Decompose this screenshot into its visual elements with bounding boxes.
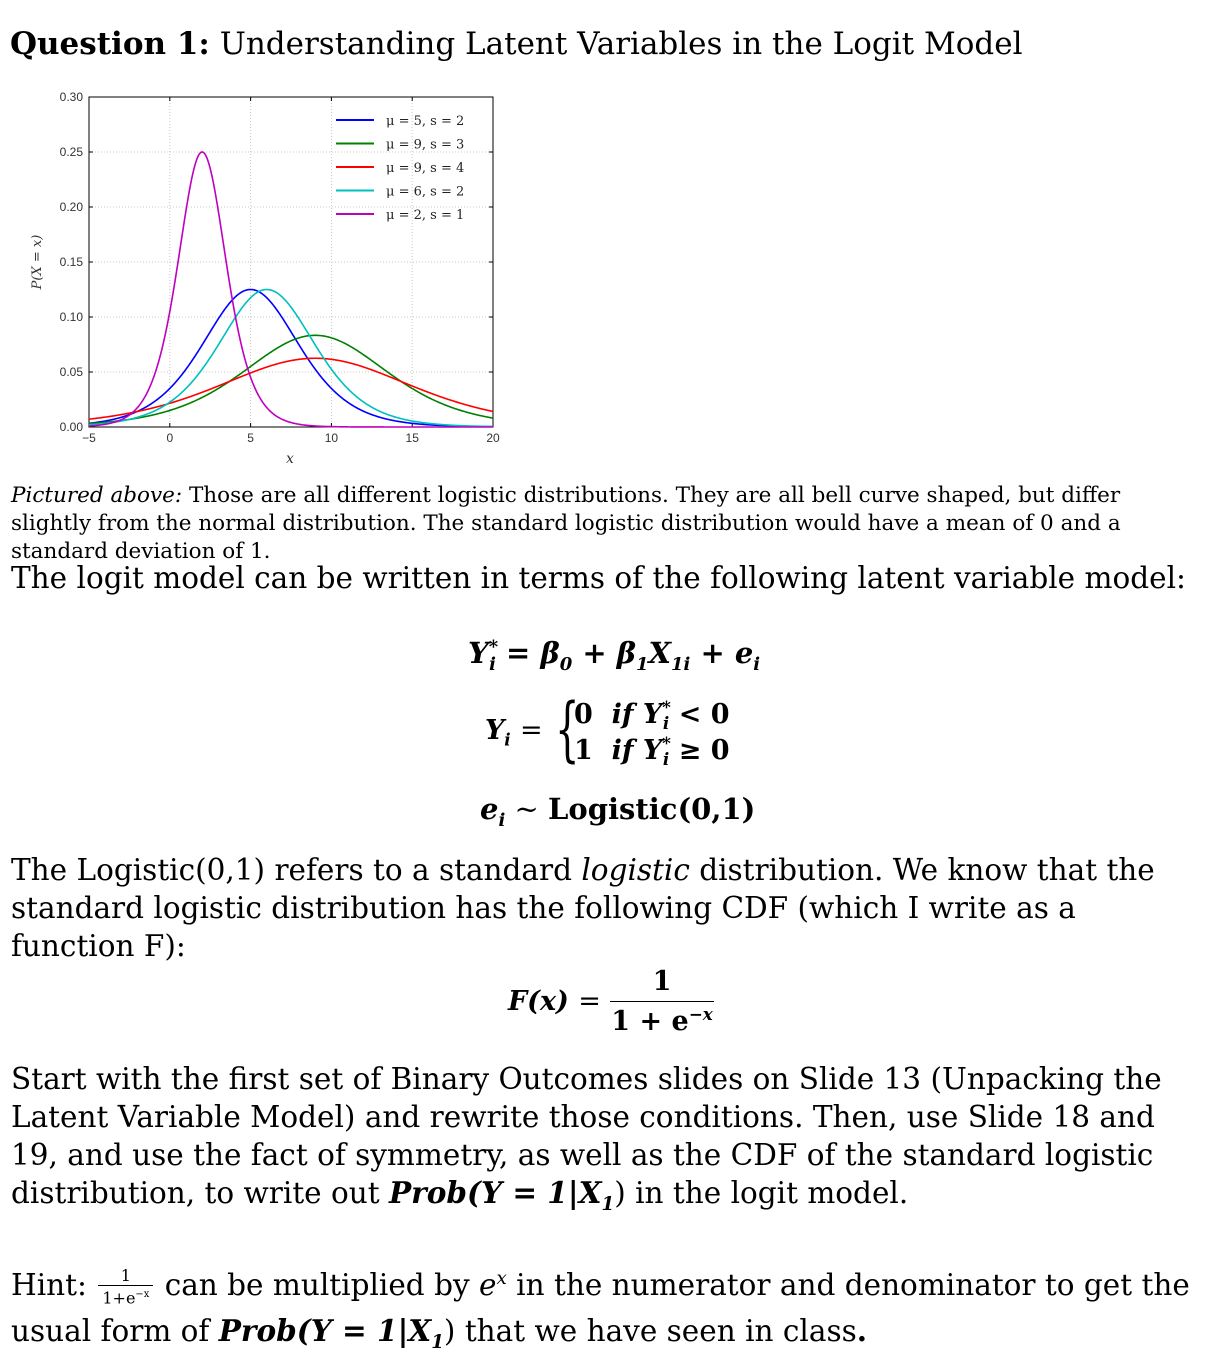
case1-condition: if Y (611, 735, 663, 766)
hint-mid: can be multiplied by (155, 1267, 479, 1302)
series-line (89, 290, 493, 427)
eq1-plus: + β (572, 636, 636, 670)
hint-prob-close: ) (443, 1313, 456, 1348)
cdf-lhs-text: F(x) (508, 986, 569, 1017)
hint-fraction (98, 1267, 153, 1307)
x-tick-label: 0 (166, 431, 174, 445)
hint-paragraph (11, 1256, 1201, 1366)
case0-value: 0 (574, 699, 593, 730)
caption-lead: Pictured above: (11, 483, 183, 508)
case1-value: 1 (574, 735, 593, 766)
cdf-exponent: −x (688, 1004, 713, 1024)
y-tick-label: 0.20 (59, 200, 83, 214)
observed-equation-lhs: $Y_i$ = (485, 715, 543, 750)
hint-prob: Prob (218, 1312, 297, 1348)
y-tick-label: 0.05 (59, 365, 83, 379)
y-tick-label: 0.00 (59, 420, 83, 434)
hint-e: e (479, 1267, 497, 1302)
instructions-prob-args: (Y = 1|X (467, 1175, 602, 1210)
case0-condition: if Y (611, 699, 663, 730)
question-number: Question 1: (10, 26, 210, 62)
cdf-equals: = (578, 986, 601, 1017)
legend-label: μ = 6, s = 2 (386, 184, 465, 200)
error-distribution: $e_i$ ~ Logistic(0,1) (480, 792, 756, 831)
x-tick-label: 10 (324, 431, 339, 445)
series-line (89, 335, 493, 423)
instructions-prob: Prob (389, 1175, 468, 1210)
cases-brace: { (555, 688, 580, 770)
series-line (89, 290, 493, 427)
hint-frac-numerator: 1 (98, 1267, 153, 1286)
cdf-fraction (610, 966, 714, 1037)
legend-label: μ = 2, s = 1 (386, 208, 465, 223)
eq3-tilde: ~ (514, 792, 539, 826)
x-axis-label: x (286, 451, 294, 467)
x-tick-label: 5 (247, 431, 254, 445)
eq1-tail: + e (690, 636, 754, 670)
eq1-sub0: 0 (559, 653, 573, 675)
hint-tail: that we have seen in class (455, 1313, 857, 1348)
chart-legend (336, 114, 464, 223)
hint-mid2: in the numerator and denominator to get the usual form of (11, 1267, 1190, 1348)
cdf-denominator: 1 + e (611, 1006, 689, 1037)
instructions-text: Start with the first set of Binary Outcomes slides on Slide 13 (Unpacking the Latent Variable Model) and rewrite those conditions. Then, use Slide 18 and 19, and use the fact of symmetry, as well as the CDF of the standard logistic distribution, to write out (11, 1062, 1162, 1210)
case1-ineq: ≥ 0 (678, 735, 730, 766)
cdf-paragraph-pre: The Logistic(0,1) refers to a standard (11, 853, 582, 887)
legend-label: μ = 9, s = 4 (386, 161, 465, 176)
instructions-prob-sub: 1 (601, 1193, 615, 1215)
eq1-sub1: 1 (635, 653, 649, 675)
y-tick-label: 0.30 (59, 90, 83, 104)
legend-label: μ = 9, s = 3 (386, 137, 465, 153)
x-tick-label: 15 (405, 431, 419, 445)
eq3-lhs: e (480, 792, 499, 826)
hint-e-exponent: x (496, 1268, 507, 1289)
case-one: 1 if $Y^*_i \ge 0$ (574, 733, 730, 770)
legend-label: μ = 5, s = 2 (386, 114, 465, 129)
eq1-sub1i: 1i (671, 653, 691, 675)
hint-prob-sub: 1 (431, 1331, 444, 1353)
cdf-paragraph-italic: logistic (581, 853, 690, 887)
cdf-paragraph (11, 851, 1201, 965)
x-tick-label: 20 (486, 431, 500, 445)
instructions-prob-close: ) (614, 1176, 626, 1210)
question-title-text: Understanding Latent Variables in the Logit Model (219, 26, 1023, 62)
case0-ineq: < 0 (678, 699, 730, 730)
hint-frac-exponent: −x (135, 1288, 150, 1300)
x-tick-label: −5 (82, 431, 96, 445)
case-zero: 0 if $Y^*_i < 0$ (574, 697, 730, 734)
y-tick-label: 0.25 (59, 145, 83, 159)
eq1-lhs: Y (468, 636, 489, 670)
hint-label: Hint: (11, 1267, 87, 1302)
hint-prob-args: (Y = 1|X (296, 1312, 432, 1348)
instructions-paragraph (11, 1060, 1201, 1224)
figure-caption (11, 482, 1201, 566)
eq1-x: X (648, 636, 671, 670)
hint-period: . (856, 1312, 868, 1348)
cdf-numerator: 1 (610, 966, 714, 1002)
eq3-rhs: Logistic(0,1) (548, 792, 756, 826)
hint-frac-denominator: 1+e (102, 1287, 136, 1307)
cdf-paragraph-post: distribution. We know that the standard logistic distribution has the following CDF (which I write as a function F): (11, 853, 1155, 963)
intro-paragraph: The logit model can be written in terms of the following latent variable model: (11, 561, 1186, 595)
logistic-distribution-chart (0, 82, 510, 467)
instructions-tail: in the logit model. (625, 1176, 909, 1210)
eq2-lhs: Y (485, 715, 505, 746)
eq1-rhs: = β (506, 636, 560, 670)
cdf-lhs (508, 986, 601, 1017)
y-axis-label: P(X = x) (30, 234, 45, 290)
question-title (10, 26, 1022, 62)
y-tick-label: 0.10 (59, 310, 83, 324)
latent-equation: $Y^*_i = \beta_0 + \beta_1X_{1i} + e_i$ (468, 636, 761, 675)
caption-text: Those are all different logistic distributions. They are all bell curve shaped, but differ slightly from the normal distribution. The standard logistic distribution would have a mean of 0 and a standard deviation of 1. (11, 483, 1121, 564)
y-tick-label: 0.15 (59, 255, 83, 269)
